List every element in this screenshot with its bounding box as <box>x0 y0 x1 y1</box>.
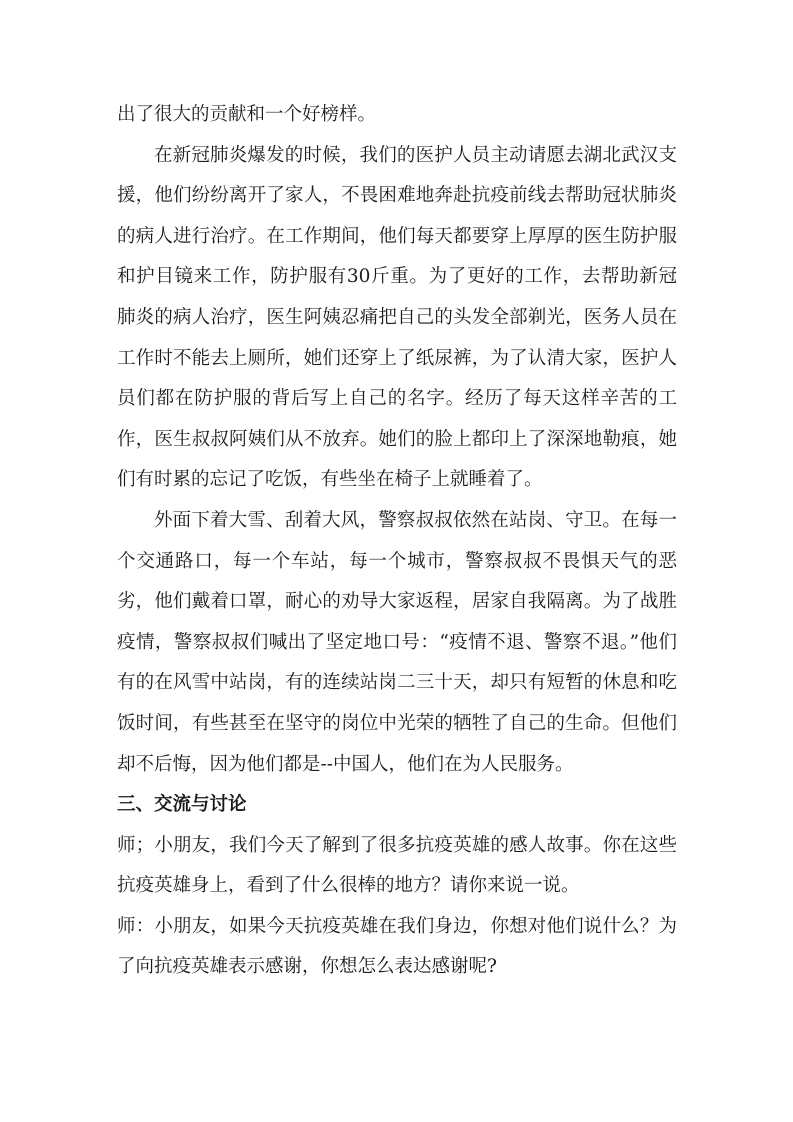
section-heading: 三、交流与讨论 <box>117 794 247 816</box>
paragraph-teacher-question-2: 师：小朋友，如果今天抗疫英雄在我们身边，你想对他们说什么？为了向抗疫英雄表示感谢，你想怎么表达感谢呢? <box>117 915 677 978</box>
paragraph-medical-staff: 在新冠肺炎爆发的时候，我们的医护人员主动请愿去湖北武汉支援，他们纷纷离开了家人，不畏困难地奔赴抗疫前线去帮助冠状肺炎的病人进行治疗。在工作期间，他们每天都要穿上厚厚的医生防护服和护目镜来工作，防护服有30斤重。为了更好的工作，去帮助新冠肺炎的病人治疗，医生阿姨忍痛把自己的头发全部剃光，医务人员在工作时不能去上厕所，她们还穿上了纸尿裤，为了认清大家，医护人员们都在防护服的背后写上自己的名字。经历了每天这样辛苦的工作，医生叔叔阿姨们从不放弃。她们的脸上都印上了深深地勒痕，她们有时累的忘记了吃饭，有些坐在椅子上就睡着了。 <box>117 144 677 491</box>
paragraph-teacher-question-1: 师；小朋友，我们今天了解到了很多抗疫英雄的感人故事。你在这些抗疫英雄身上，看到了什么很棒的地方？请你来说一说。 <box>117 834 677 897</box>
document-body <box>117 95 677 988</box>
paragraph-police: 外面下着大雪、刮着大风，警察叔叔依然在站岗、守卫。在每一个交通路口，每一个车站，每一个城市，警察叔叔不畏惧天气的恶劣，他们戴着口罩，耐心的劝导大家返程，居家自我隔离。为了战胜疫情，警察叔叔们喊出了坚定地口号：“疫情不退、警察不退。”他们有的在风雪中站岗，有的连续站岗二三十天，却只有短暂的休息和吃饭时间，有些甚至在坚守的岗位中光荣的牺牲了自己的生命。但他们却不后悔，因为他们都是--中国人，他们在为人民服务。 <box>117 509 677 775</box>
paragraph-continuation: 出了很大的贡献和一个好榜样。 <box>117 104 377 125</box>
